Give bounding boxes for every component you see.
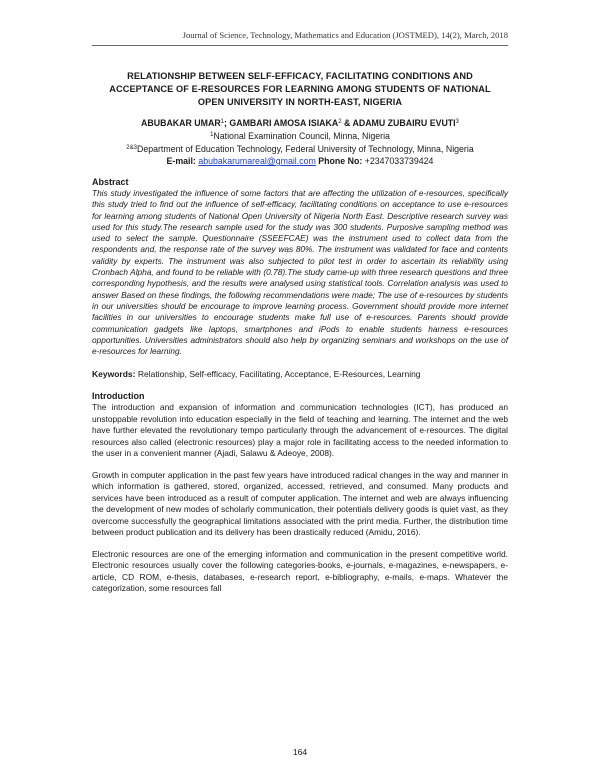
author-1: ABUBAKAR UMAR bbox=[141, 118, 221, 128]
keywords-label: Keywords: bbox=[92, 369, 136, 380]
section-gap bbox=[92, 380, 508, 390]
author-2-sup: 2 bbox=[338, 119, 342, 125]
paper-body bbox=[92, 176, 508, 595]
author-separator-1: ; bbox=[224, 118, 230, 128]
author-separator-2: & bbox=[341, 118, 353, 128]
affiliation-1-sup: 1 bbox=[210, 132, 214, 138]
author-2: GAMBARI AMOSA ISIAKA bbox=[229, 118, 339, 128]
email-link[interactable]: abubakarumareal@gmail.com bbox=[198, 156, 316, 166]
affiliation-2-sup: 2&3 bbox=[126, 145, 137, 151]
author-line bbox=[90, 116, 510, 129]
author-block bbox=[90, 116, 510, 167]
header-rule bbox=[92, 45, 508, 46]
intro-paragraph-1: The introduction and expansion of information and communication technologies (ICT), has produced an unstoppable revolution into education especially in the field of teaching and learning. The internet and the web have further elevated the revolutionary tempo particularly through the advancement of e-resources. The digital resources also called (electronic resources) play a major role in facilitating access to the needed information to the user in a convenient manner (Ajadi, Salawu & Adeoye, 2008). bbox=[92, 402, 508, 459]
paragraph-gap bbox=[92, 539, 508, 549]
contact-line bbox=[90, 155, 510, 167]
affiliation-1-text: National Examination Council, Minna, Nigeria bbox=[213, 131, 390, 141]
author-3: ADAMU ZUBAIRU EVUTI bbox=[352, 118, 456, 128]
keywords-line bbox=[92, 368, 508, 380]
affiliation-2 bbox=[90, 142, 510, 155]
email-label: E-mail: bbox=[166, 156, 196, 166]
running-head: Journal of Science, Technology, Mathematics and Education (JOSTMED), 14(2), March, 2018 bbox=[182, 30, 508, 40]
affiliation-2-text: Department of Education Technology, Federal University of Technology, Minna, Nigeria bbox=[136, 144, 474, 154]
affiliation-1 bbox=[90, 129, 510, 142]
phone-label: Phone No: bbox=[318, 156, 363, 166]
introduction-heading: Introduction bbox=[92, 391, 145, 402]
keywords-text: Relationship, Self-efficacy, Facilitating, Acceptance, E-Resources, Learning bbox=[137, 369, 421, 380]
phone-number: +2347033739424 bbox=[364, 156, 434, 166]
page-number: 164 bbox=[292, 747, 308, 757]
abstract-text: This study investigated the influence of some factors that are affecting the utilization of e-resources, specifically this study tried to find out the influence of self-efficacy, facilitating conditions on acceptance to use e-resources for learning among students of National Open University of Nigeria North East. Descriptive research survey was used for this study.The research sample used for the study was 300 students. Purposive sampling method was used to select the sample. Questionnaire (SSEEFCAE) was the instrument used to collect data from the respondents and, the response rate of the survey was 80%. The instrument was validated for face and contents validity by experts. The instrument was also subjected to pilot test in order to ascertain its reliability using Cronbach Alpha, and found to be reliable with (0.78).The study came-up with three research questions and three corresponding hypothesis, and the results were analysed using statistical tools. Correlation analysis was used to answer Based on these findings, the following recommendations were made; The use of e-resources by students in our universities should be encourage to improve learning process. Government should provide more internet facilities in our universities to encourage students make full use of e-resources. Parents should provide communication gadgets like laptops, smartphones and iPods to enable students harness e-resources opportunities. Universities administrators should also help by organizing seminars and workshops on the use of e-resources for learning. bbox=[92, 188, 508, 357]
intro-paragraph-2: Growth in computer application in the past few years have introduced radical changes in the way and manner in which information is gathered, stored, organized, accessed, retrieved, and consumed. Many products and services have been introduced as a result of computer application. The internet and web are always influencing the development of new modes of scholarly communication, their potentials delivery goods is quiet vast, as they overcome successfully the geographical limitations associated with the print media. Further, the distribution time between product publication and its delivery has been drastically reduced (Amidu, 2016). bbox=[92, 469, 508, 538]
author-3-sup: 3 bbox=[455, 119, 459, 125]
paragraph-gap bbox=[92, 460, 508, 470]
paper-title: RELATIONSHIP BETWEEN SELF-EFFICACY, FACILITATING CONDITIONS AND ACCEPTANCE OF E-RESOURCES FOR LEARNING AMONG STUDENTS OF NATIONAL OPEN UNIVERSITY IN NORTH-EAST, NIGERIA bbox=[109, 71, 491, 107]
abstract-heading: Abstract bbox=[92, 177, 129, 187]
intro-paragraph-3: Electronic resources are one of the emerging information and communication in the present competitive world. Electronic resources usually cover the following categories-books, e-journals, e-magazines, e-newspapers, e-article, CD ROM, e-thesis, databases, e-research report, e-bibliography, e-mails, e-maps. Whatever the categorization, some resources fall bbox=[92, 548, 508, 594]
author-1-sup: 1 bbox=[220, 119, 225, 125]
